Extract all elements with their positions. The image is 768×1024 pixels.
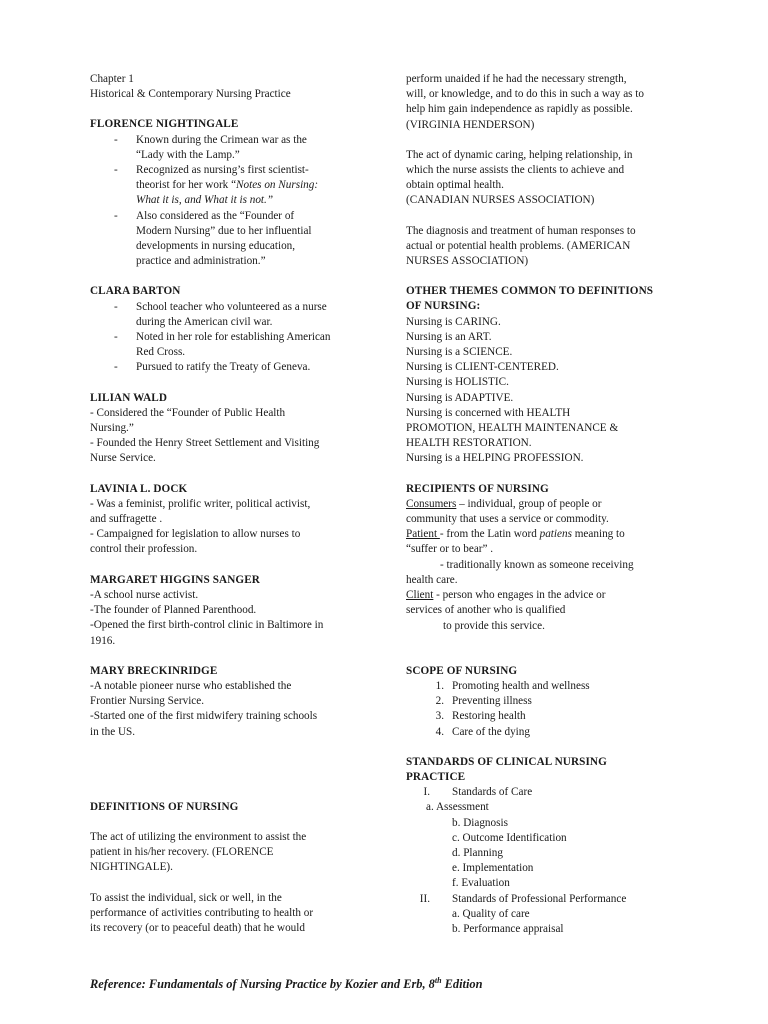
breckinridge-line-1: -A notable pioneer nurse who established the xyxy=(90,679,292,692)
theme-item: Nursing is a SCIENCE. xyxy=(406,346,513,359)
standard-quality: a. Quality of care xyxy=(452,907,530,920)
heading-scope: SCOPE OF NURSING xyxy=(406,664,518,677)
standard-planning: d. Planning xyxy=(452,846,503,859)
standards-of-care: I. Standards of Care xyxy=(423,786,533,799)
standard-appraisal: b. Performance appraisal xyxy=(452,922,564,935)
heading-nightingale: FLORENCE NIGHTINGALE xyxy=(90,118,239,131)
recipient-patient-sub-cont: health care. xyxy=(406,573,458,586)
recipient-patient-sub: - traditionally known as someone receiving xyxy=(440,558,634,571)
recipient-client: Client - person who engages in the advice or xyxy=(406,589,606,602)
standard-evaluation: f. Evaluation xyxy=(452,877,510,890)
recipient-consumers: Consumers – individual, group of people or xyxy=(406,497,602,510)
definition-henderson-1: To assist the individual, sick or well, in the xyxy=(90,891,282,904)
heading-standards-2: PRACTICE xyxy=(406,770,466,783)
theme-item: Nursing is HOLISTIC. xyxy=(406,376,509,389)
dock-line-1: - Was a feminist, prolific writer, political activist, xyxy=(90,497,311,510)
definition-henderson-2: performance of activities contributing to health or xyxy=(90,906,314,919)
theme-item: Nursing is CARING. xyxy=(406,315,501,328)
cna-line-1: The act of dynamic caring, helping relationship, in xyxy=(406,148,633,161)
henderson-line-4: (VIRGINIA HENDERSON) xyxy=(406,118,535,131)
theme-item: HEALTH RESTORATION. xyxy=(406,437,532,450)
wald-line-4: Nurse Service. xyxy=(90,452,156,465)
wald-line-1: - Considered the “Founder of Public Health xyxy=(90,406,286,419)
heading-wald: LILIAN WALD xyxy=(90,391,168,404)
theme-item: PROMOTION, HEALTH MAINTENANCE & xyxy=(406,422,619,435)
recipient-patient-cont: “suffer or to bear” . xyxy=(406,543,494,556)
standard-assessment: a. Assessment xyxy=(426,801,489,814)
theme-item: Nursing is an ART. xyxy=(406,330,492,343)
definition-henderson-3: its recovery (or to peaceful death) that he would xyxy=(90,921,305,934)
heading-definitions: DEFINITIONS OF NURSING xyxy=(90,800,239,813)
standard-diagnosis: b. Diagnosis xyxy=(452,816,508,829)
ana-line-1: The diagnosis and treatment of human responses to xyxy=(406,224,636,237)
henderson-line-2: will, or knowledge, and to do this in such a way as to xyxy=(406,88,645,101)
bullet-nightingale-2: - Recognized as nursing’s first scientist- theorist for her work “Notes on Nursing: What it is, and What it is not.” xyxy=(114,164,319,207)
list-item: 4. Care of the dying xyxy=(435,725,530,738)
dock-line-4: control their profession. xyxy=(90,543,198,556)
heading-standards-1: STANDARDS OF CLINICAL NURSING xyxy=(406,755,607,768)
heading-dock: LAVINIA L. DOCK xyxy=(90,482,188,495)
breckinridge-line-3: -Started one of the first midwifery training schools xyxy=(90,710,318,723)
dock-line-2: and suffragette . xyxy=(90,513,163,526)
sanger-line-4: 1916. xyxy=(90,634,116,647)
henderson-line-3: help him gain independence as rapidly as possible. xyxy=(406,103,633,116)
left-column xyxy=(90,72,368,936)
definition-nightingale-1: The act of utilizing the environment to assist the xyxy=(90,830,307,843)
heading-themes-1: OTHER THEMES COMMON TO DEFINITIONS xyxy=(406,285,654,298)
heading-breckinridge: MARY BRECKINRIDGE xyxy=(90,664,218,677)
bullet-nightingale-3: - Also considered as the “Founder of Modern Nursing” due to her influential developments in nursing education, practice and administration.” xyxy=(114,209,312,268)
reference-footer: Reference: Fundamentals of Nursing Practice by Kozier and Erb, 8th Edition xyxy=(90,976,483,992)
cna-line-4: (CANADIAN NURSES ASSOCIATION) xyxy=(406,194,595,207)
list-item: 2. Preventing illness xyxy=(435,695,532,708)
theme-item: Nursing is CLIENT-CENTERED. xyxy=(406,361,559,374)
list-item: 1. Promoting health and wellness xyxy=(435,679,590,692)
chapter-number: Chapter 1 xyxy=(90,73,134,85)
cna-line-3: obtain optimal health. xyxy=(406,179,504,192)
heading-sanger: MARGARET HIGGINS SANGER xyxy=(90,573,260,586)
heading-themes-2: OF NURSING: xyxy=(406,300,481,313)
heading-recipients: RECIPIENTS OF NURSING xyxy=(406,482,549,495)
bullet-barton-3: - Pursued to ratify the Treaty of Geneva. xyxy=(114,361,311,374)
wald-line-2: Nursing.” xyxy=(90,422,134,435)
bullet-nightingale-1: - Known during the Crimean war as the “Lady with the Lamp.” xyxy=(114,133,307,161)
right-column xyxy=(406,72,688,937)
recipient-consumers-cont: community that uses a service or commodity. xyxy=(406,513,609,526)
heading-barton: CLARA BARTON xyxy=(90,285,181,298)
bullet-barton-1: - School teacher who volunteered as a nurse during the American civil war. xyxy=(114,300,327,328)
standard-outcome: c. Outcome Identification xyxy=(452,831,567,844)
recipient-client-cont: services of another who is qualified xyxy=(406,604,566,617)
chapter-title: Historical & Contemporary Nursing Practice xyxy=(90,88,291,101)
theme-item: Nursing is a HELPING PROFESSION. xyxy=(406,452,584,465)
ana-line-3: NURSES ASSOCIATION) xyxy=(406,255,529,268)
breckinridge-line-4: in the US. xyxy=(90,725,136,738)
standard-implementation: e. Implementation xyxy=(452,862,534,875)
theme-item: Nursing is ADAPTIVE. xyxy=(406,391,514,404)
breckinridge-line-2: Frontier Nursing Service. xyxy=(90,695,205,708)
recipient-patient: Patient - from the Latin word patiens meaning to xyxy=(406,528,625,541)
list-item: 3. Restoring health xyxy=(435,710,526,723)
sanger-line-1: -A school nurse activist. xyxy=(90,588,199,601)
wald-line-3: - Founded the Henry Street Settlement and Visiting xyxy=(90,437,320,450)
bullet-barton-2: - Noted in her role for establishing American Red Cross. xyxy=(114,331,331,359)
recipient-client-cont-2: to provide this service. xyxy=(443,619,545,632)
sanger-line-3: -Opened the first birth-control clinic in Baltimore in xyxy=(90,619,324,632)
henderson-line-1: perform unaided if he had the necessary strength, xyxy=(406,73,627,85)
definition-nightingale-3: NIGHTINGALE). xyxy=(90,861,173,874)
ana-line-2: actual or potential health problems. (AMERICAN xyxy=(406,239,631,252)
cna-line-2: which the nurse assists the clients to achieve and xyxy=(406,164,625,177)
definition-nightingale-2: patient in his/her recovery. (FLORENCE xyxy=(90,846,274,859)
standards-of-performance: II. Standards of Professional Performance xyxy=(419,892,627,905)
dock-line-3: - Campaigned for legislation to allow nurses to xyxy=(90,528,301,541)
sanger-line-2: -The founder of Planned Parenthood. xyxy=(90,604,257,617)
theme-item: Nursing is concerned with HEALTH xyxy=(406,406,571,419)
